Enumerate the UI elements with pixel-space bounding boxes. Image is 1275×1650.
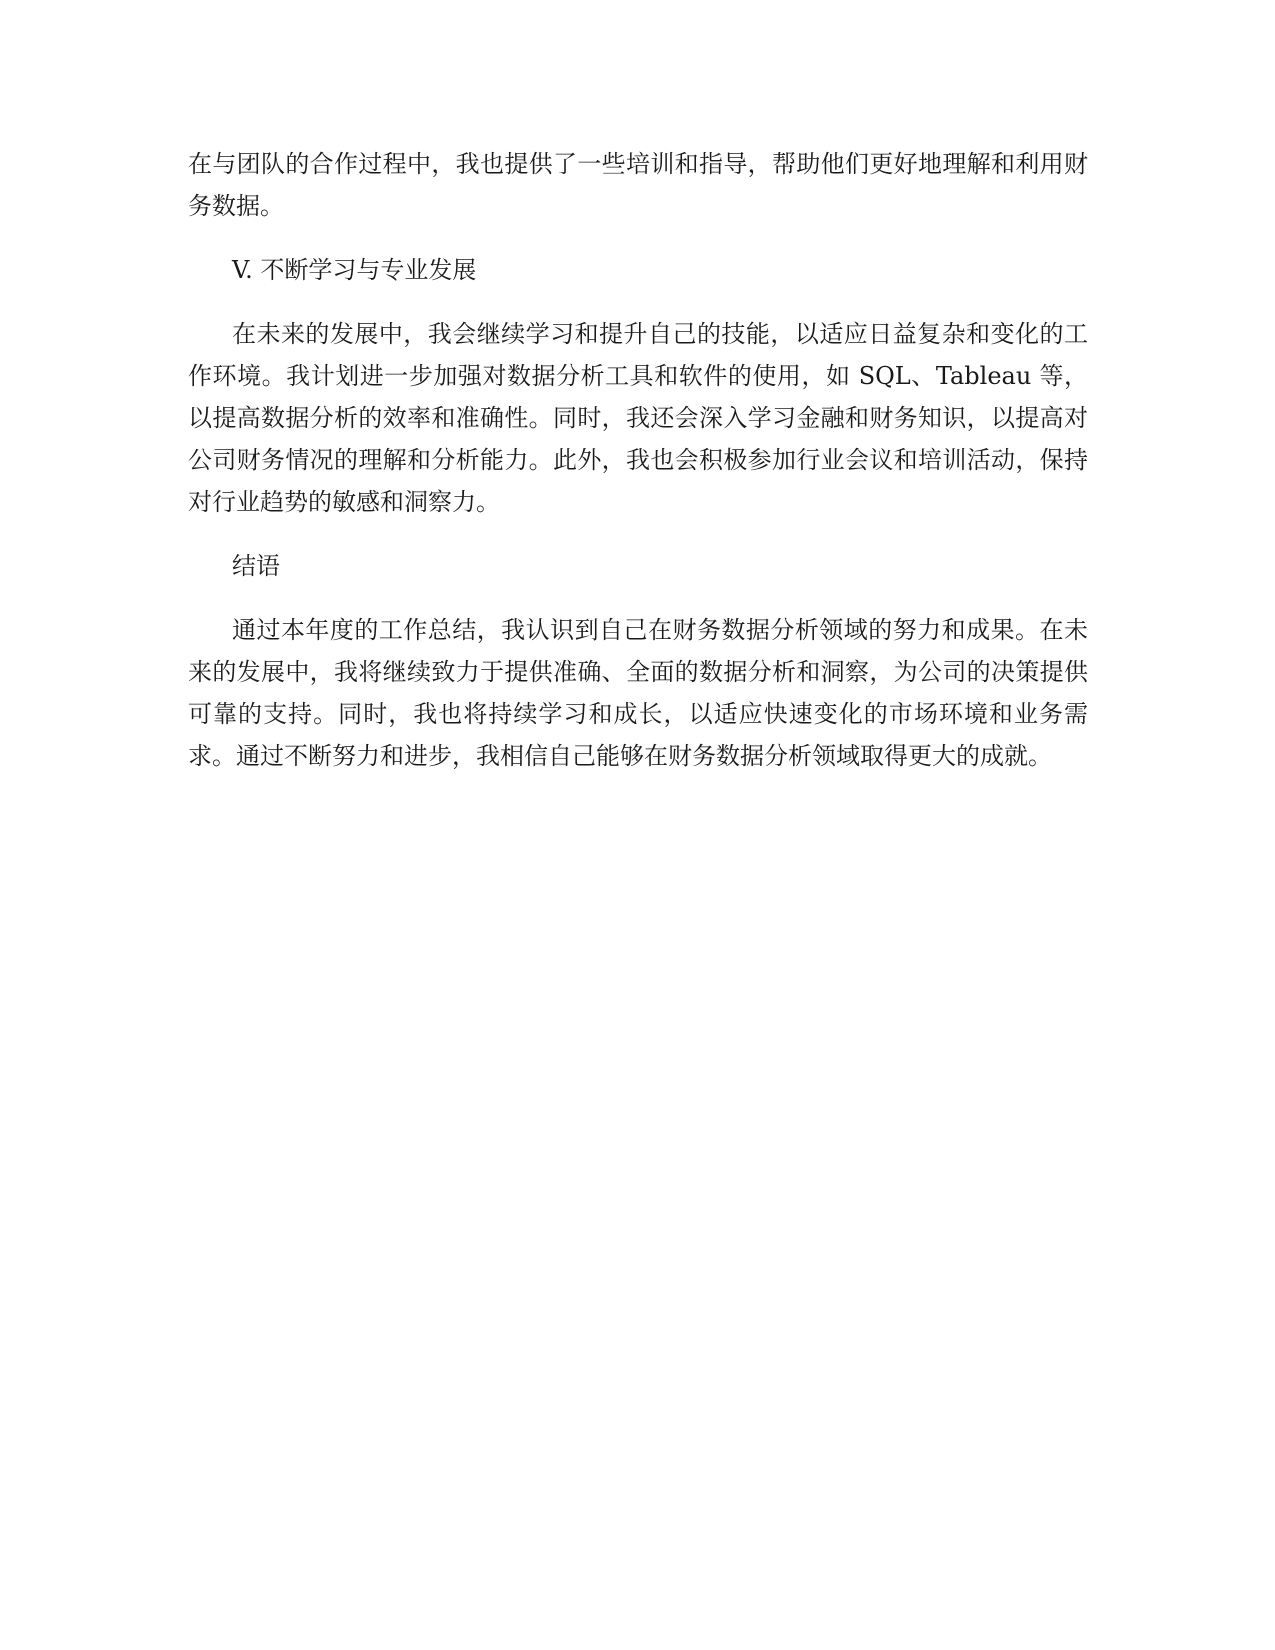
- section-heading-continuous-learning: V. 不断学习与专业发展: [232, 256, 477, 284]
- paragraph-future-development: 在未来的发展中，我会继续学习和提升自己的技能，以适应日益复杂和变化的工作环境。我计划进一步加强对数据分析工具和软件的使用，如 SQL、Tableau 等，以提高数据分析的效率和准确性。同时，我还会深入学习金融和财务知识，以提高对公司财务情况的理解和分析能力。此外，我也会积极参加行业会议和培训活动，保持对行业趋势的敏感和洞察力。: [188, 320, 1088, 516]
- section-heading-conclusion: 结语: [232, 552, 280, 580]
- paragraph-conclusion: 通过本年度的工作总结，我认识到自己在财务数据分析领域的努力和成果。在未来的发展中，我将继续致力于提供准确、全面的数据分析和洞察，为公司的决策提供可靠的支持。同时，我也将持续学习和成长，以适应快速变化的市场环境和业务需求。通过不断努力和进步，我相信自己能够在财务数据分析领域取得更大的成就。: [188, 616, 1088, 770]
- paragraph-team-collaboration: 在与团队的合作过程中，我也提供了一些培训和指导，帮助他们更好地理解和利用财务数据。: [188, 150, 1088, 220]
- document-body: [188, 143, 1088, 799]
